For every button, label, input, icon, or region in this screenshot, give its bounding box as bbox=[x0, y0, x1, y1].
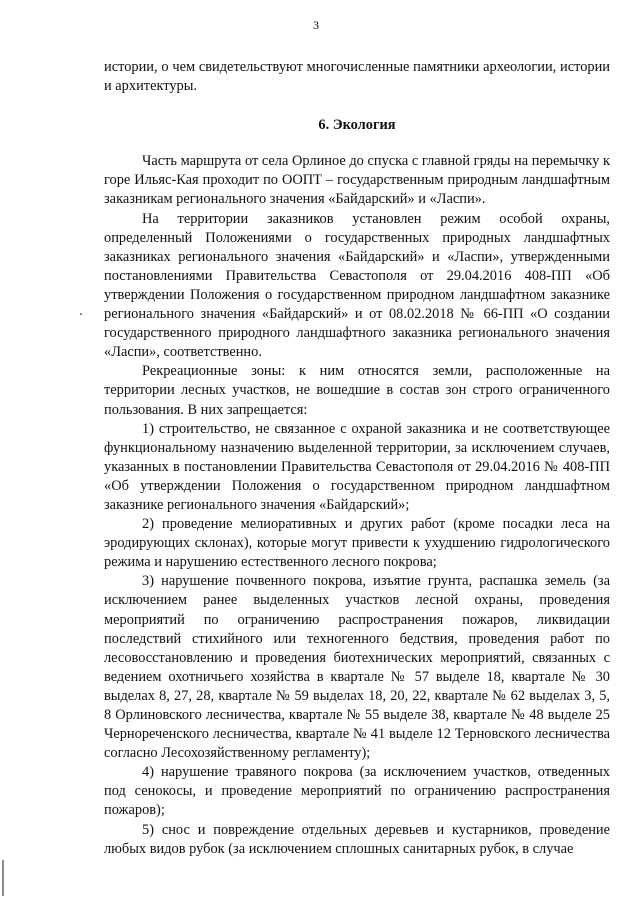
scan-dot-mark bbox=[80, 313, 82, 315]
document-body bbox=[104, 58, 610, 859]
paragraph-protection-regime: На территории заказников установлен режим особой охраны, определенный Положениями о государственных природных ландшафтных заказниках регионального значения «Байдарский» и «Ласпи», утвержденными постановлениями Правительства Севастополя от 29.04.2016 408-ПП «Об утверждении Положения о государственном природном ландшафтном заказнике регионального значения «Байдарский» и от 08.02.2018 № 66-ПП «О создании государственного природного ландшафтного заказника регионального значения «Ласпи», соответственно. bbox=[104, 210, 610, 361]
section-heading-ecology: 6. Экология bbox=[318, 117, 396, 134]
list-item-3: 3) нарушение почвенного покрова, изъятие грунта, распашка земель (за исключением ранее выделенных участков лесной охраны, проведения мероприятий по ограничению распространения пожаров, ликвидации последствий стихийного или техногенного бедствия, проведения работ по лесовосстановлению и проведения биотехнических мероприятий, связанных с ведением охотничьего хозяйства в квартале № 57 выделе 18, квартале № 30 выделах 8, 27, 28, квартале № 59 выделах 18, 20, 22, квартале № 62 выделах 3, 5, 8 Орлиновского лесничества, квартале № 55 выделе 38, квартале № 48 выделе 25 Чернореченского лесничества, квартале № 41 выделе 12 Терновского лесничества согласно Лесохозяйственному регламенту); bbox=[104, 573, 610, 762]
list-item-5: 5) снос и повреждение отдельных деревьев и кустарников, проведение любых видов рубок (за исключением сплошных санитарных рубок, в случае bbox=[104, 821, 610, 857]
paragraph-recreation-zones: Рекреационные зоны: к ним относятся земли, расположенные на территории лесных участков, не вошедшие в состав зон строго ограниченного пользования. В них запрещается: bbox=[104, 363, 610, 418]
list-item-4: 4) нарушение травяного покрова (за исключением участков, отведенных под сенокосы, и проведение мероприятий по ограничению распространения пожаров); bbox=[104, 764, 610, 819]
page-number: 3 bbox=[313, 18, 319, 32]
list-item-1: 1) строительство, не связанное с охраной заказника и не соответствующее функциональному назначению выделенной территории, за исключением случаев, указанных в постановлении Правительства Севастополя от 29.04.2016 № 408-ПП «Об утверждении Положения о государственном природном ландшафтном заказнике регионального значения «Байдарский»; bbox=[104, 420, 610, 513]
paragraph-route: Часть маршрута от села Орлиное до спуска с главной гряды на перемычку к горе Ильяс-Кая проходит по ООПТ – государственным природным ландшафтным заказникам регионального значения «Байдарский» и «Ласпи». bbox=[104, 153, 610, 208]
paragraph-history-continuation: истории, о чем свидетельствуют многочисленные памятники археологии, истории и архитектуры. bbox=[104, 59, 610, 95]
scan-edge-mark bbox=[2, 860, 4, 896]
list-item-2: 2) проведение мелиоративных и других работ (кроме посадки леса на эродирующих склонах), которые могут привести к ухудшению гидрологического режима и нарушению естественного лесного покрова; bbox=[104, 516, 610, 571]
